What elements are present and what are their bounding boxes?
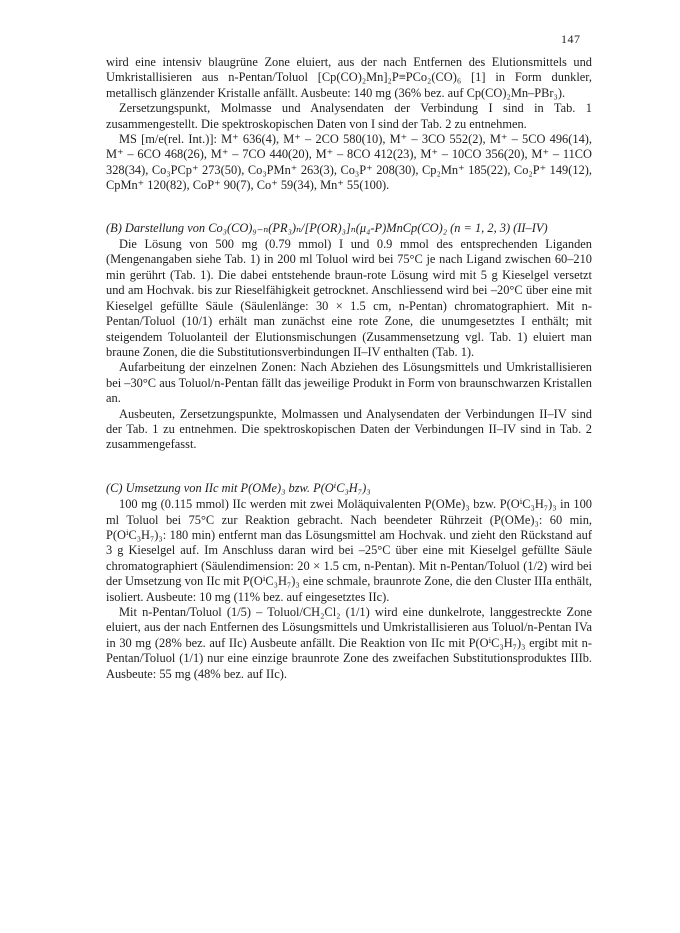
intro-section — [106, 55, 592, 194]
paragraph: Aufarbeitung der einzelnen Zonen: Nach Abziehen des Lösungsmittels und Umkristallisieren bei –30°C aus Toluol/n-Pentan fällt das jeweilige Produkt in Form von braunschwarzen Kristallen an. — [106, 360, 592, 406]
section-c — [106, 481, 592, 682]
paragraph: wird eine intensiv blaugrüne Zone eluiert, aus der nach Entfernen des Elutionsmittels und Umkristallisieren aus n-Pentan/Toluol [Cp(CO)₂Mn]₂P≡PCo₂(CO)₆ [1] in Form dunkler, metallisch glänzender Kristalle anfällt. Ausbeute: 140 mg (36% bez. auf Cp(CO)₂Mn–PBr₃). — [106, 55, 592, 100]
page-number: 147 — [561, 32, 581, 46]
page-body — [106, 55, 592, 682]
paragraph: Mit n-Pentan/Toluol (1/5) – Toluol/CH₂Cl₂ (1/1) wird eine dunkelrote, langgestreckte Zone eluiert, aus der nach Entfernen des Lösungsmittels und Umkristallisieren aus Toluol/n-Pentan IVa in 30 mg (28% bez. auf IIc) Ausbeute anfällt. Die Reaktion von IIc mit P(OⁱC₃H₇)₃ ergibt mit n-Pentan/Toluol (1/1) nur eine einzige braunrote Zone des zweifachen Substitutionsproduktes IIIb. Ausbeute: 55 mg (48% bez. auf IIc). — [106, 605, 592, 681]
paragraph: Ausbeuten, Zersetzungspunkte, Molmassen und Analysendaten der Verbindungen II–IV sind der Tab. 1 zu entnehmen. Die spektroskopischen Daten der Verbindungen II–IV sind in Tab. 2 zusammengefasst. — [106, 406, 592, 452]
paragraph: 100 mg (0.115 mmol) IIc werden mit zwei Moläquivalenten P(OMe)₃ bzw. P(OⁱC₃H₇)₃ in 100 ml Toluol bei 75°C zur Reaktion gebracht. Nach beendeter Rührzeit (P(OMe)₃: 60 min, P(OⁱC₃H₇)₃: 180 min) entfernt man das Lösungsmittel am Hochvak. und zieht den Rückstand auf 3 g Kieselgel auf. Im Anschluss daran wird bei –25°C über eine mit Kieselgel gefüllte Säule chromatographiert (Säulendimension: 20 × 1.5 cm, n-Pentan). Mit n-Pentan/Toluol (1/2) wird bei der Umsetzung von IIc mit P(OⁱC₃H₇)₃ eine schmale, braunrote Zone, die den Cluster IIIa enthält, isoliert. Ausbeute: 10 mg (11% bez. auf eingesetztes IIc). — [106, 497, 592, 604]
section-heading: (C) Umsetzung von IIc mit P(OMe)₃ bzw. P(OⁱC₃H₇)₃ — [106, 480, 371, 495]
section-heading: (B) Darstellung von Co₃(CO)₉₋ₙ(PR₃)ₙ/[P(OR)₃]ₙ(μ₄-P)MnCp(CO)₂ (n = 1, 2, 3) (II–IV) — [106, 220, 548, 235]
paragraph: MS [m/e(rel. Int.)]: M⁺ 636(4), M⁺ – 2CO 580(10), M⁺ – 3CO 552(2), M⁺ – 5CO 496(14), M⁺ – 6CO 468(26), M⁺ – 7CO 440(20), M⁺ – 8CO 412(23), M⁺ – 10CO 356(20), M⁺ – 11CO 328(34), Co₃PCp⁺ 273(50), Co₃PMn⁺ 263(3), Co₃P⁺ 208(30), Cp₂Mn⁺ 185(22), Co₂P⁺ 149(12), CpMn⁺ 120(82), CoP⁺ 90(7), Co⁺ 59(34), Mn⁺ 55(100). — [106, 132, 592, 193]
paragraph: Die Lösung von 500 mg (0.79 mmol) I und 0.9 mmol des entsprechenden Liganden (Mengenangaben siehe Tab. 1) in 200 ml Toluol wird bei 75°C je nach Ligand zwischen 60–210 min gerührt (Tab. 1). Die dabei entstehende braun-rote Lösung wird mit 5 g Kieselgel versetzt und am Hochvak. bis zur Rieselfähigkeit getrocknet. Anschliessend wird bei –20°C über eine mit Kieselgel gefüllte Säule (Säulenlänge: 30 × 1.5 cm, n-Pentan) chromatographiert. Mit n-Pentan/Toluol (10/1) erhält man zunächst eine rote Zone, die unumgesetztes I enthält; mit steigendem Toluolanteil der Elutionsmischungen (Zusammensetzung vgl. Tab. 1) eluiert man braune Zonen, die die Substitutionsverbindungen II–IV enthalten (Tab. 1). — [106, 237, 592, 359]
section-b — [106, 221, 592, 453]
paragraph: Zersetzungspunkt, Molmasse und Analysendaten der Verbindung I sind in Tab. 1 zusammengestellt. Die spektroskopischen Daten von I sind der Tab. 2 zu entnehmen. — [106, 101, 592, 131]
